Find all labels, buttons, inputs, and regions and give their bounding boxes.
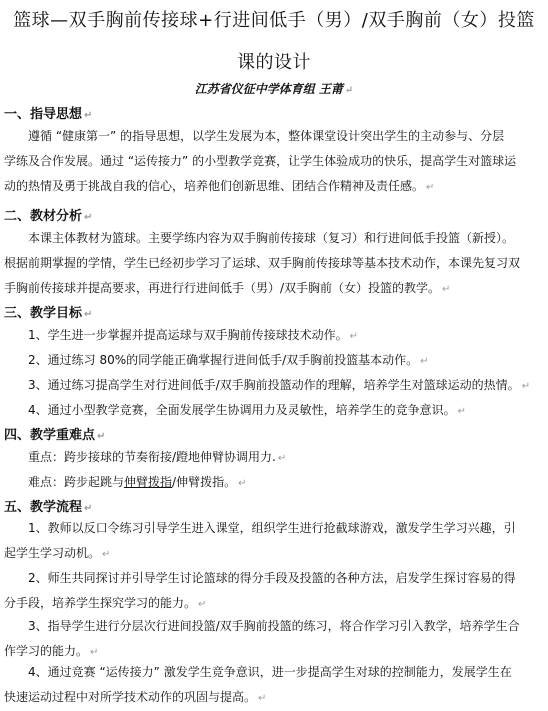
paragraph-mark-icon: ↵ — [198, 599, 207, 610]
paragraph-mark-icon: ↵ — [442, 284, 451, 295]
section-heading-key-difficult-points: 四、教学重难点 ↵ — [4, 428, 106, 443]
paragraph-mark-icon: ↵ — [97, 431, 106, 442]
paragraph-line: 快速运动过程中对所学技术动作的巩固与提高。 ↵ — [4, 690, 267, 704]
paragraph-mark-icon: ↵ — [277, 453, 287, 464]
process-item — [4, 566, 544, 616]
title-line-2: 课的设计 — [237, 52, 311, 73]
paragraph-mark-icon: ↵ — [84, 110, 93, 121]
paragraph-line: 4、通过竞赛 “运传接力” 激发学生竞争意识，进一步提高学生对球的控制能力，发展学生在 — [28, 665, 512, 679]
key-point-line: 重点：跨步接球的节奏衔接/蹬地伸臂协调用力. ↵ — [28, 450, 287, 464]
paragraph-line: 2、师生共同探讨并引导学生讨论篮球的得分手段及投篮的各种方法，启发学生探讨容易的得 — [28, 571, 516, 585]
paragraph-line: 动的热情及勇于挑战自我的信心，培养他们创新思维、团结合作精神及责任感。 ↵ — [4, 179, 435, 193]
section-heading-teaching-goals: 三、教学目标 ↵ — [4, 306, 93, 321]
paragraph-line: 根据前期掌握的学情，学生已经初步学习了运球、双手胸前传接球等基本技术动作，本课先复习双 — [4, 256, 521, 270]
section-heading-teaching-process: 五、教学流程 ↵ — [4, 500, 93, 515]
process-item — [4, 660, 544, 710]
goal-item: 1、学生进一步掌握并提高运球与双手胸前传接球技术动作。 ↵ — [28, 328, 359, 342]
paragraph-mark-icon: ↵ — [344, 85, 354, 96]
paragraph-line: 1、教师以反口令练习引导学生进入课堂，组织学生进行抢截球游戏，激发学生学习兴趣，引 — [28, 521, 516, 535]
process-item — [4, 516, 544, 566]
paragraph-line: 手胸前传接球并提高要求，再进行行进间低手（男）/双手胸前（女）投篮的教学。 ↵ — [4, 281, 451, 295]
paragraph-line: 3、指导学生进行分层次行进间投篮/双手胸前投篮的练习，将合作学习引入教学，培养学生合 — [28, 619, 520, 633]
paragraph-line: 遵循 “健康第一” 的指导思想，以学生发展为本，整体课堂设计突出学生的主动参与、分层 — [28, 129, 505, 143]
paragraph-line: 起学生学习动机。 ↵ — [4, 546, 111, 560]
paragraph-mark-icon: ↵ — [521, 381, 531, 392]
paragraph-line: 分手段，培养学生探究学习的能力。 ↵ — [4, 596, 207, 610]
paragraph-mark-icon: ↵ — [84, 503, 93, 514]
process-item — [4, 614, 544, 664]
paragraph-mark-icon: ↵ — [258, 693, 267, 704]
difficult-point-line: 难点：跨步起跳与伸臂拨指/伸臂拨指。 ↵ — [28, 475, 247, 489]
section-heading-guiding-ideology: 一、指导思想 ↵ — [4, 107, 93, 122]
paragraph-line: 本课主体教材为篮球。主要学练内容为双手胸前传接球（复习）和行进间低手投篮（新授）。 — [28, 231, 515, 245]
underlined-term: 伸臂拨指 — [124, 475, 173, 489]
goal-item: 3、通过练习提高学生对行进间低手/双手胸前投篮动作的理解，培养学生对篮球运动的热情。 ↵ — [28, 378, 531, 392]
paragraph-mark-icon: ↵ — [238, 478, 247, 489]
paragraph-mark-icon: ↵ — [457, 406, 467, 417]
title-line-1: 篮球—双手胸前传接球+行进间低手（男）/双手胸前（女）投篮 — [13, 10, 535, 31]
paragraph-mark-icon: ↵ — [102, 549, 111, 560]
author-line — [0, 80, 548, 97]
paragraph-mark-icon: ↵ — [84, 309, 93, 320]
paragraph-mark-icon: ↵ — [349, 331, 359, 342]
goal-item: 4、通过小型教学竞赛，全面发展学生协调用力及灵敏性，培养学生的竞争意识。 ↵ — [28, 403, 467, 417]
paragraph-line: 作学习的能力。 ↵ — [4, 644, 99, 658]
section-heading-material-analysis: 二、教材分析 ↵ — [4, 209, 93, 224]
paragraph-mark-icon: ↵ — [426, 182, 435, 193]
section-2-paragraph — [4, 226, 544, 301]
author-text: 江苏省仪征中学体育组 王莆 — [194, 82, 343, 96]
goal-item: 2、通过练习 80%的同学能正确掌握行进间低手/双手胸前投篮基本动作。 ↵ — [28, 353, 429, 367]
paragraph-mark-icon: ↵ — [420, 356, 429, 367]
section-1-paragraph — [4, 124, 544, 199]
paragraph-mark-icon: ↵ — [84, 212, 93, 223]
paragraph-line: 学练及合作发展。通过 “运传接力” 的小型教学竞赛，让学生体验成功的快乐，提高学生对篮球运 — [4, 154, 517, 168]
paragraph-mark-icon: ↵ — [90, 647, 99, 658]
